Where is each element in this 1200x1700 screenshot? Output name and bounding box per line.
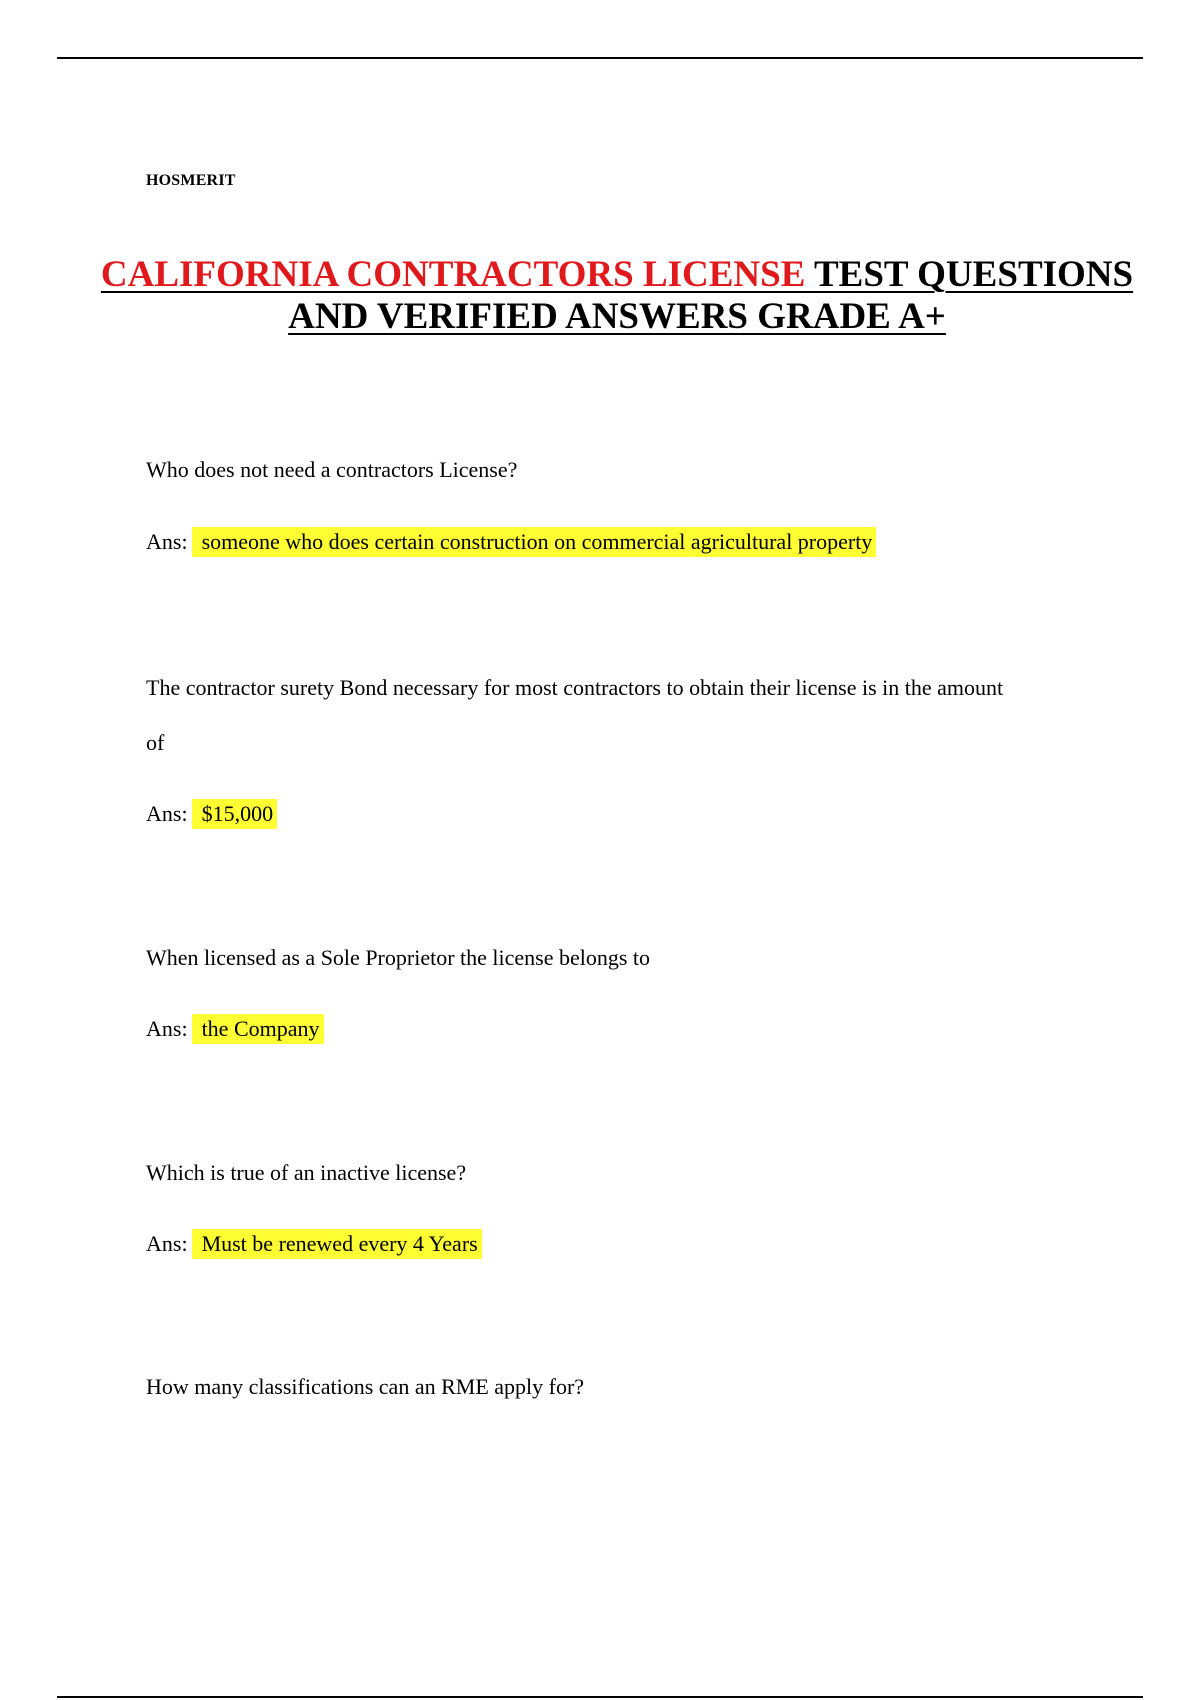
answer-label: Ans: bbox=[146, 1231, 188, 1256]
question-4: Which is true of an inactive license? bbox=[146, 1160, 467, 1185]
bottom-rule bbox=[57, 1696, 1143, 1698]
answer-4-highlight: Must be renewed every 4 Years bbox=[192, 1229, 482, 1259]
answer-3-highlight: the Company bbox=[192, 1014, 324, 1044]
answer-1-highlight: someone who does certain construction on commercial agricultural property bbox=[192, 527, 877, 557]
question-2: The contractor surety Bond necessary for most contractors to obtain their license is in the amount bbox=[146, 675, 1004, 700]
question-1: Who does not need a contractors License? bbox=[146, 457, 518, 482]
document-title bbox=[100, 254, 1134, 338]
answer-label: Ans: bbox=[146, 1016, 188, 1041]
title-red-part: CALIFORNIA CONTRACTORS LICENSE bbox=[100, 254, 806, 295]
answer-label: Ans: bbox=[146, 529, 188, 554]
answer-label: Ans: bbox=[146, 801, 188, 826]
answer-2 bbox=[146, 801, 277, 827]
question-3: When licensed as a Sole Proprietor the license belongs to bbox=[146, 945, 651, 970]
title-black-part: TEST QUESTIONS AND VERIFIED ANSWERS GRADE A+ bbox=[288, 254, 1134, 337]
answer-4 bbox=[146, 1231, 482, 1257]
answer-2-highlight: $15,000 bbox=[192, 799, 278, 829]
question-2-continuation: of bbox=[146, 730, 165, 755]
answer-3 bbox=[146, 1016, 324, 1042]
author-label: HOSMERIT bbox=[146, 172, 236, 189]
answer-1 bbox=[146, 529, 876, 555]
question-5: How many classifications can an RME apply for? bbox=[146, 1374, 585, 1399]
top-rule bbox=[57, 57, 1143, 59]
